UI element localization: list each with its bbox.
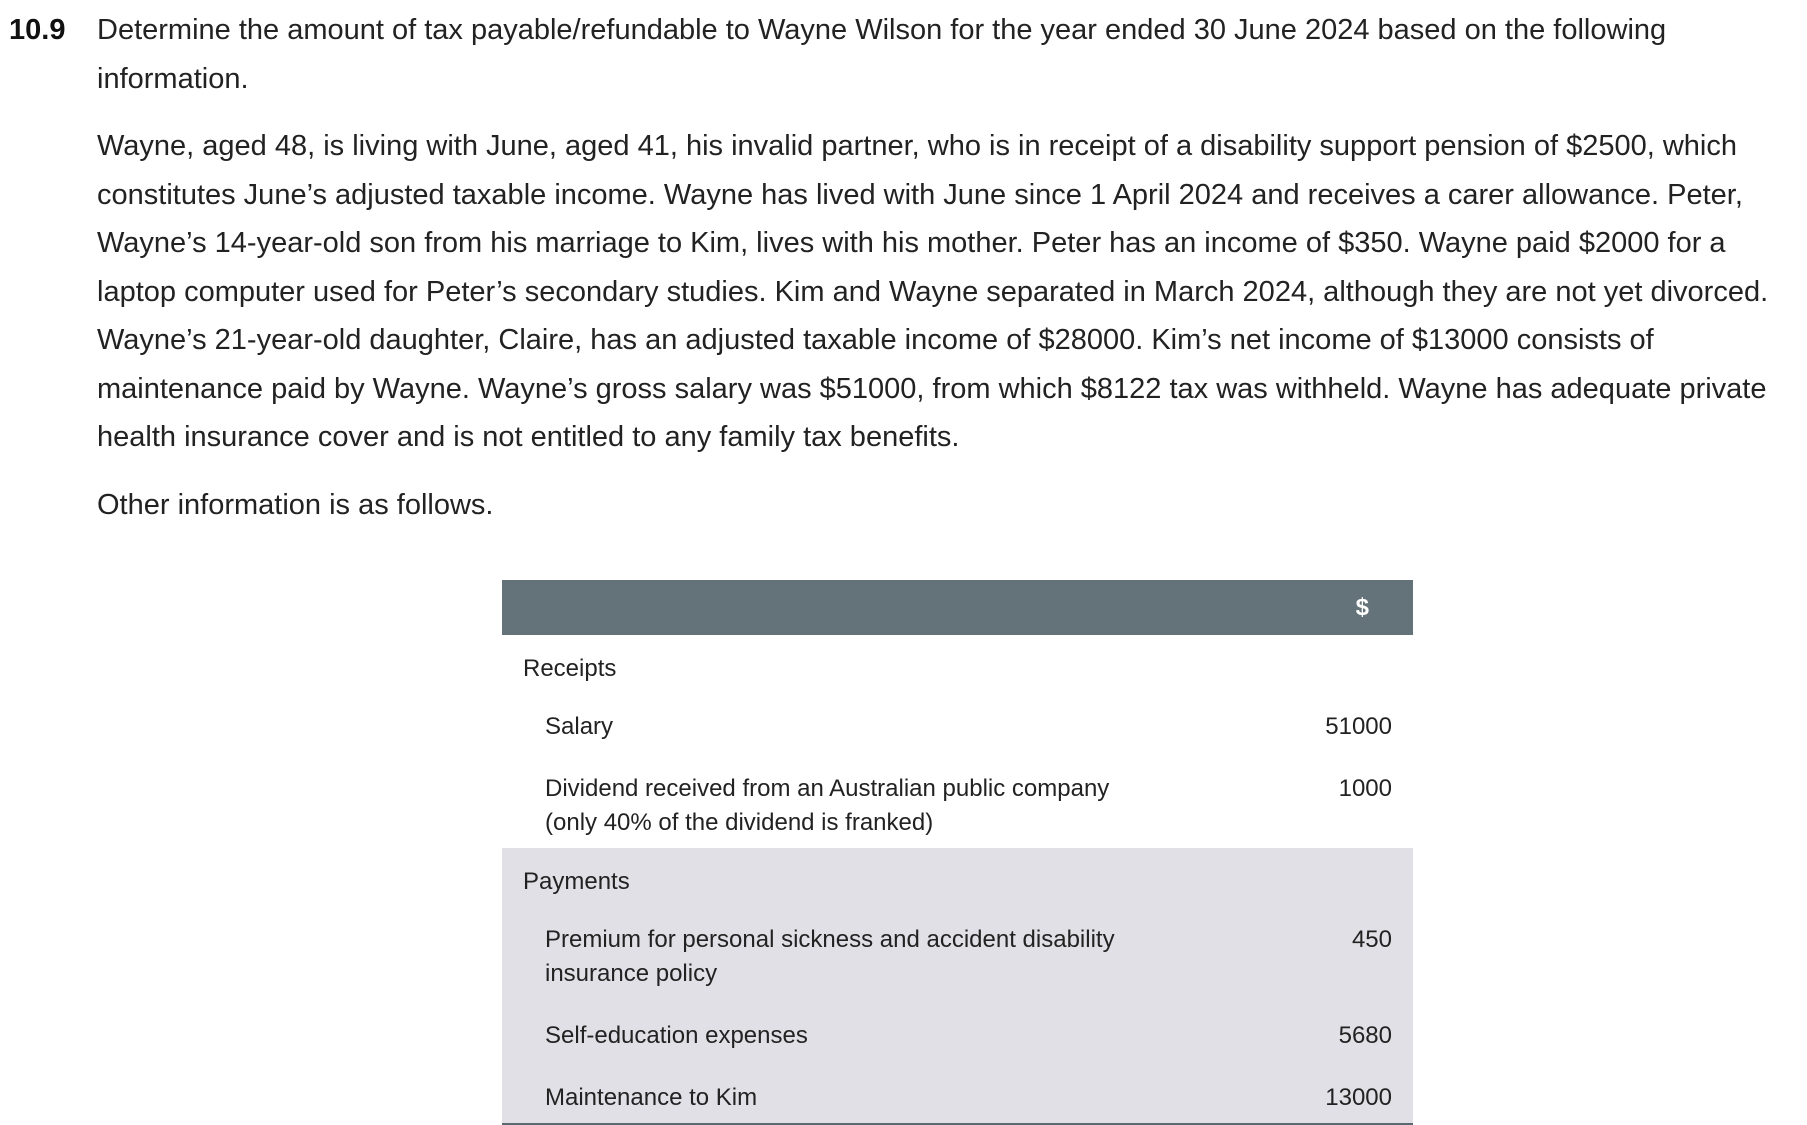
question-number: 10.9: [9, 14, 66, 46]
dividend-label: [502, 752, 1299, 848]
header-label-cell: [502, 580, 1299, 635]
maintenance-label: Maintenance to Kim: [502, 1061, 1299, 1124]
receipts-heading: Receipts: [523, 655, 617, 682]
table-row: [502, 903, 1413, 999]
question-other-info: Other information is as follows.: [97, 488, 494, 521]
self-education-amount: 5680: [1299, 999, 1413, 1061]
dividend-label-line2: (only 40% of the dividend is franked): [545, 809, 934, 836]
dividend-label-line1: Dividend received from an Australian public company: [545, 775, 1110, 802]
table-row: [502, 1061, 1413, 1124]
premium-amount: 450: [1299, 903, 1413, 999]
question-body: [97, 6, 1797, 529]
premium-label-line1: Premium for personal sickness and accident disability: [545, 926, 1115, 953]
header-amount-cell: $: [1299, 580, 1413, 635]
payments-heading: Payments: [502, 848, 1299, 903]
financial-table: [502, 580, 1413, 1125]
salary-amount: 51000: [1325, 713, 1392, 740]
premium-label-line2: insurance policy: [545, 960, 718, 987]
table-row: [502, 690, 1413, 752]
table-row: [502, 999, 1413, 1061]
table-row: [502, 752, 1413, 848]
receipts-section-row: [502, 635, 1413, 690]
self-education-label: Self-education expenses: [502, 999, 1299, 1061]
question-intro: Determine the amount of tax payable/refundable to Wayne Wilson for the year ended 30 June 2024 based on the following information.: [97, 14, 1667, 95]
payments-section-row: [502, 848, 1413, 903]
table-header-row: [502, 580, 1413, 635]
salary-label: Salary: [545, 713, 614, 740]
premium-label: [502, 903, 1299, 999]
maintenance-amount: 13000: [1299, 1061, 1413, 1124]
question-scenario: Wayne, aged 48, is living with June, aged 41, his invalid partner, who is in receipt of a disability support pension of $2500, which constitutes June’s adjusted taxable income. Wayne has lived with June since 1 April 2024 and receives a carer allowance. Peter, Wayne’s 14-year-old son from his marriage to Kim, lives with his mother. Peter has an income of $350. Wayne paid $2000 for a laptop computer used for Peter’s secondary studies. Kim and Wayne separated in March 2024, although they are not yet divorced. Wayne’s 21-year-old daughter, Claire, has an adjusted taxable income of $28000. Kim’s net income of $13000 consists of maintenance paid by Wayne. Wayne’s gross salary was $51000, from which $8122 tax was withheld. Wayne has adequate private health insurance cover and is not entitled to any family tax benefits.: [97, 130, 1769, 453]
dividend-amount: 1000: [1338, 775, 1392, 802]
